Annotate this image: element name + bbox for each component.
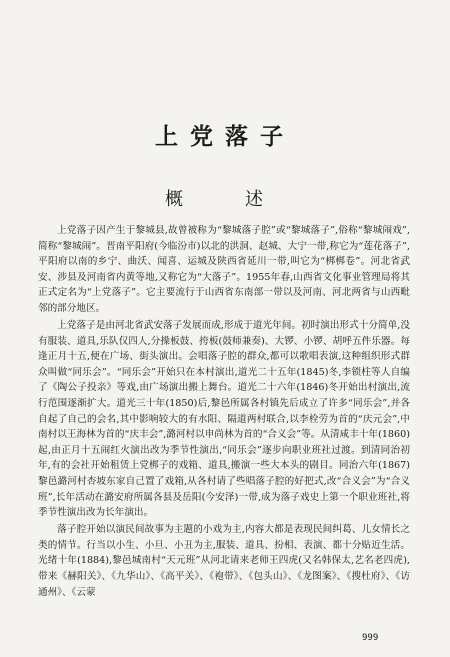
- page-title: 上党落子: [155, 123, 295, 150]
- paragraph: 上党落子是由河北省武安落子发展而成,形成于道光年间。初时演出形式十分简单,没有服装、道具,乐队仅四人,分操板鼓、挎板(鼓师兼奏)、大锣、小锣、胡呼五件乐器。每逢正月十五,便在广场、街头演出。会唱落子腔的群众,都可以歌唱表演,这种组织形式群众叫做“同乐会”。“同乐会”开始只在本村演出,道光二十五年(1845)冬,李锁柱等人自编了《陶公子投亲》等戏,由广场演出搬上舞台。道光二十六年(1846)冬开始出村演出,流行范围逐渐扩大。道光三十年(1850)后,黎邑所属各村镇先后成立了许多“同乐会”,并各自起了自己的会名,其中影响较大的有水阳、隔道两村联合,以李栓劳为首的“庆元会”,中南村以王海林为首的“庆丰会”,潞河村以申尚林为首的“合义会”等。从清咸丰十年(1860)起,由正月十五闹红火演出改为季节性演出,“同乐会”逐步向职业班社过渡。到清同治初年,有的会社开始租赁上党梆子的戏箱、道具,搬演一些大本头的剧目。同治六年(1867)黎邑潞河村杏坡东家自己置了戏箱,从各村请了些唱落子腔的好把式,改“合义会”为“合义班”,长年活动在潞安府所属各县及岳阳(今安泽)一带,成为落子戏史上第一个职业班社,将季节性演出改为长年演出。: [38, 320, 410, 519]
- page-number: 999: [362, 633, 379, 643]
- paragraph: 落子腔开始以演民间故事为主题的小戏为主,内容大都是表现民间纠葛、儿女情长之类的情节。行当以小生、小旦、小丑为主,服装、道具、扮相、表演、都十分贴近生活。光绪十年(1884),黎邑城南村“天元班”从河北请来老师王四虎(又名韩保太,艺名老四虎),带来《赫阳关》、《九华山》、《高平关》、《袍带》、《包头山》、《龙图案》、《搜杜府》、《访通州》、《云蒙: [38, 524, 410, 598]
- body-text: [38, 223, 410, 602]
- paragraph: 上党落子因产生于黎城县,故曾被称为“黎城落子腔”或“黎城落子”,俗称“黎城闹戏”,简称“黎城闹”。晋南平阳府(今临汾市)以北的洪洞、赵城、大宁一带,称它为“莲花落子”,平阳府以南的乡宁、曲沃、闻喜、运城及陕西省延川一带,叫它为“梆梆卷”。河北省武安、涉县及河南省内黄等地,又称它为“大落子”。1955年春,山西省文化事业管理局将其正式定名为“上党落子”。它主要流行于山西省东南部一带以及河南、河北两省与山西毗邻的部分地区。: [38, 225, 410, 314]
- section-heading: 概 述: [165, 189, 285, 210]
